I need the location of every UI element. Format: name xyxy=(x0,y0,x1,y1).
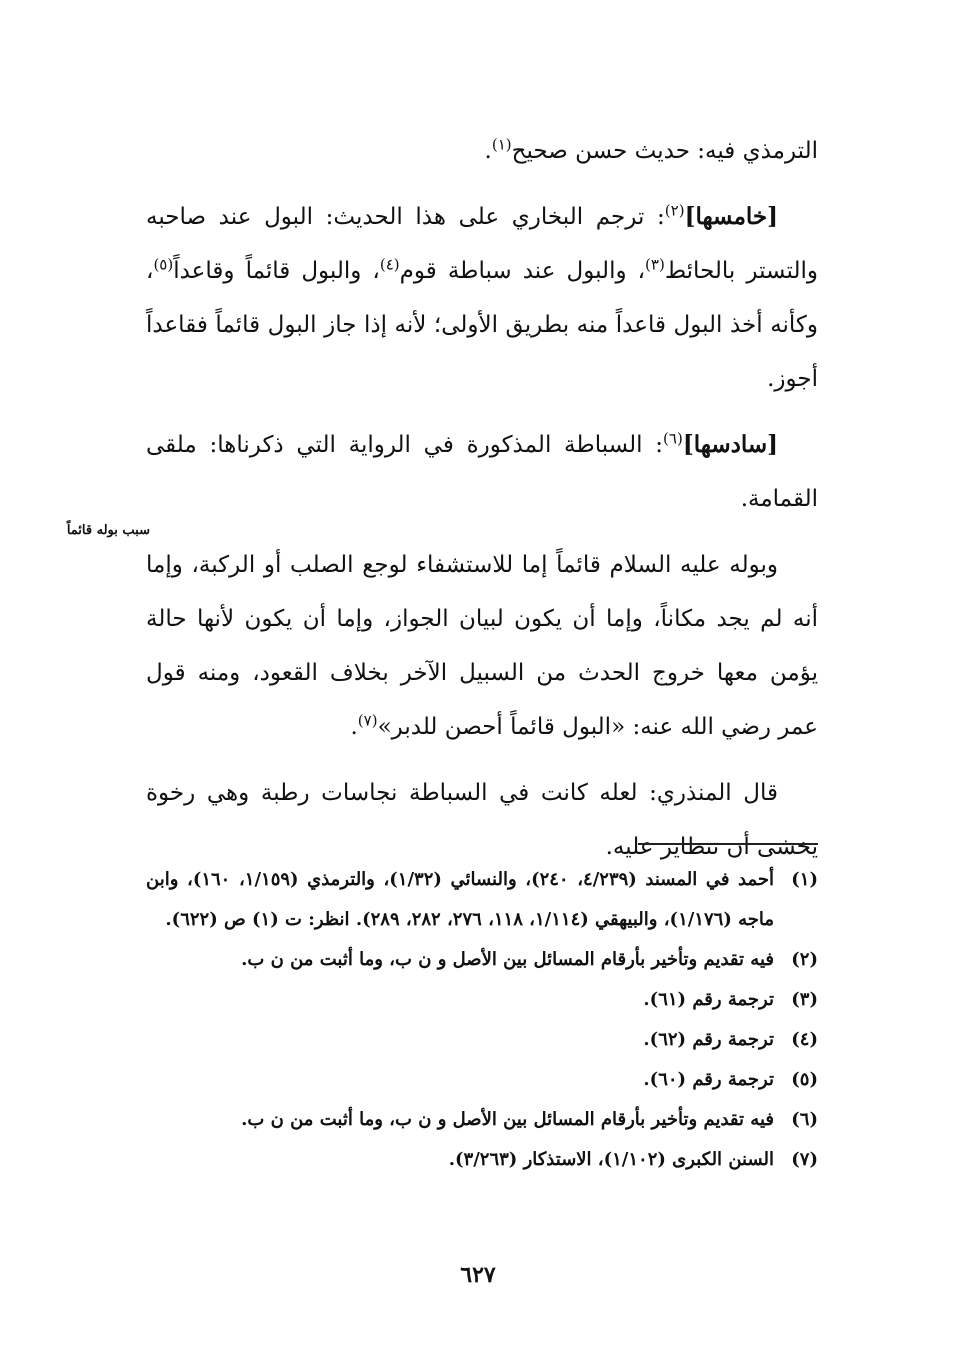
footnote-item xyxy=(146,1020,818,1060)
footnote-item xyxy=(146,1060,818,1100)
paragraph-1-text: الترمذي فيه: حديث حسن صحيح xyxy=(511,138,818,164)
footnote-text: السنن الكبرى (١/١٠٢)، الاستذكار (٣/٢٦٣). xyxy=(448,1149,774,1170)
paragraph-2-lead: [خامسها] xyxy=(684,203,778,230)
footnote-ref-3: (٣) xyxy=(645,255,665,274)
paragraph-3-lead: [سادسها] xyxy=(682,431,778,458)
paragraph-1-end: . xyxy=(484,138,492,164)
footnote-item xyxy=(146,1100,818,1140)
paragraph-4-text: وبوله عليه السلام قائماً إما للاستشفاء لوجع الصلب أو الركبة، وإما أنه لم يجد مكاناً، وإما أن يكون لبيان الجواز، وإما أن يكون لأنها حالة يؤمن معها خروج الحدث من السبيل الآخر بخلاف القعود، ومنه قول عمر رضي الله عنه: «البول قائماً أحصن للدبر» xyxy=(146,552,819,740)
footnote-number: (٢) xyxy=(791,949,818,970)
footnote-number: (٣) xyxy=(791,989,818,1010)
footnote-separator xyxy=(638,843,818,845)
paragraph-2-text4: ، وكأنه أخذ البول قاعداً منه بطريق الأولى؛ لأنه إذا جاز البول قائماً فقاعداً أجوز. xyxy=(146,258,818,392)
paragraph-1 xyxy=(146,124,818,178)
footnote-ref-5: (٥) xyxy=(153,255,174,274)
footnote-text: فيه تقديم وتأخير بأرقام المسائل بين الأصل و ن ب، وما أثبت من ن ب. xyxy=(241,1109,774,1130)
footnote-text: أحمد في المسند (٤/٢٣٩، ٢٤٠)، والنسائي (١/٣٢)، والترمذي (١/١٥٩، ١٦٠)، وابن ماجه (١/١٧٦)، والبيهقي (١/١١٤، ١١٨، ٢٧٦، ٢٨٢، ٢٨٩). انظر: ت (١) ص (٦٢٢). xyxy=(146,869,775,930)
footnote-item xyxy=(146,940,818,980)
paragraph-2-text3: ، والبول قائماً وقاعداً xyxy=(173,258,380,284)
paragraph-3-text: : السباطة المذكورة في الرواية التي ذكرناها: ملقى القمامة. xyxy=(146,432,818,512)
margin-note: سبب بوله قائماً xyxy=(66,523,150,538)
page-number: ٦٢٧ xyxy=(460,1262,496,1288)
main-text xyxy=(146,124,818,886)
paragraph-2-text2: ، والبول عند سباطة قوم xyxy=(399,258,646,284)
paragraph-5-text: قال المنذري: لعله كانت في السباطة نجاسات رطبة وهي رخوة يخشى أن تتطاير عليه. xyxy=(146,780,818,860)
footnote-ref-1: (١) xyxy=(491,135,512,154)
footnote-ref-6: (٦) xyxy=(663,429,683,448)
paragraph-3 xyxy=(146,418,818,526)
paragraph-2-text: : ترجم البخاري على هذا الحديث: البول عند صاحبه والتستر بالحائط xyxy=(146,204,818,284)
footnote-number: (٦) xyxy=(791,1109,818,1130)
paragraph-4-end: . xyxy=(350,714,358,740)
footnote-number: (٧) xyxy=(791,1149,818,1170)
footnote-text: فيه تقديم وتأخير بأرقام المسائل بين الأصل و ن ب، وما أثبت من ن ب. xyxy=(241,949,774,970)
footnote-item xyxy=(146,860,818,940)
footnote-ref-4: (٤) xyxy=(379,255,400,274)
footnote-number: (٤) xyxy=(791,1029,818,1050)
footnote-number: (٥) xyxy=(791,1069,818,1090)
footnote-text: ترجمة رقم (٦٢). xyxy=(643,1029,774,1050)
footnote-ref-7: (٧) xyxy=(357,711,378,730)
footnote-number: (١) xyxy=(791,869,818,890)
footnote-item xyxy=(146,980,818,1020)
footnote-item xyxy=(146,1140,818,1180)
paragraph-5 xyxy=(146,766,818,874)
paragraph-2 xyxy=(146,190,818,406)
footnotes xyxy=(146,860,818,1180)
footnote-text: ترجمة رقم (٦١). xyxy=(643,989,774,1010)
footnote-ref-2: (٢) xyxy=(664,201,685,220)
paragraph-4 xyxy=(146,538,818,754)
footnote-text: ترجمة رقم (٦٠). xyxy=(643,1069,774,1090)
